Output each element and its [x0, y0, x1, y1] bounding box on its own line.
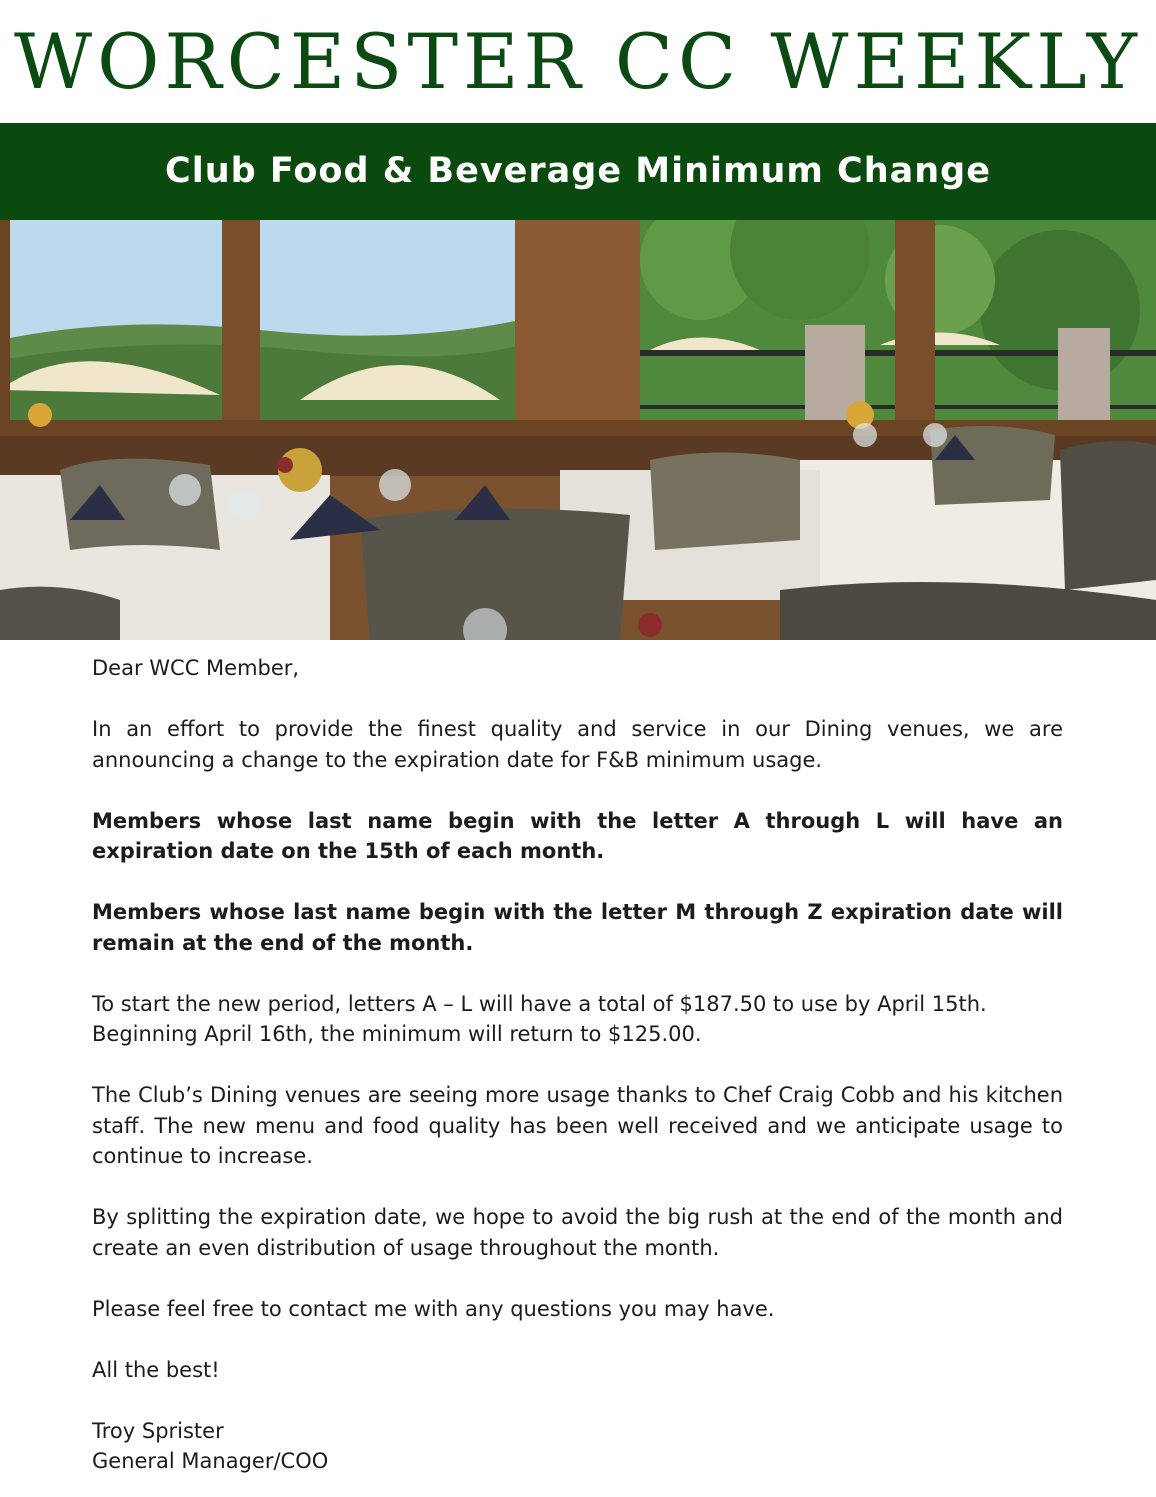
letter-greeting: Dear WCC Member, — [92, 656, 300, 680]
letter-intro: In an effort to provide the finest quality and service in our Dining venues, we are announcing a change to the expiration date for F&B minimum usage. — [92, 717, 1063, 772]
notice-a-through-l: Members whose last name begin with the letter A through L will have an expiration date on the 15th of each month. — [92, 808, 1063, 863]
reason-paragraph: By splitting the expiration date, we hope to avoid the big rush at the end of the month and create an even distribution of usage throughout the month. — [92, 1205, 1063, 1260]
usage-paragraph: The Club’s Dining venues are seeing more usage thanks to Chef Craig Cobb and his kitchen staff. The new menu and food quality has been well received and we anticipate usage to continue to increase. — [92, 1083, 1063, 1168]
signature-title: General Manager/COO — [92, 1449, 329, 1473]
dining-room-photo — [0, 220, 1156, 640]
notice-m-through-z: Members whose last name begin with the letter M through Z expiration date will remain at the end of the month. — [92, 900, 1063, 955]
article-banner — [0, 123, 1156, 220]
contact-paragraph: Please feel free to contact me with any questions you may have. — [92, 1296, 775, 1321]
article-title: Club Food & Beverage Minimum Change — [165, 151, 991, 191]
signature-name: Troy Sprister — [92, 1418, 224, 1443]
start-period-paragraph: To start the new period, letters A – L will have a total of $187.50 to use by April 15th. Beginning April 16th, the minimum will return to $125.00. — [92, 991, 987, 1046]
masthead — [0, 0, 1156, 123]
closing-line: All the best! — [92, 1357, 220, 1382]
newsletter-title: WORCESTER CC WEEKLY — [14, 17, 1142, 106]
letter-body — [92, 653, 1063, 1477]
